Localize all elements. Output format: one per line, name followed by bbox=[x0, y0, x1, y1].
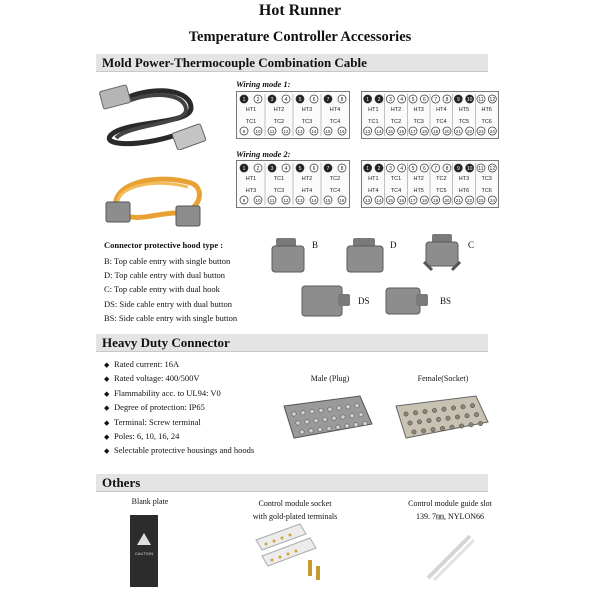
connector-pin bbox=[469, 423, 473, 427]
wiring-label-top: TC2 bbox=[329, 176, 341, 182]
wiring-label-top: HT4 bbox=[436, 107, 447, 113]
connector-pin bbox=[421, 429, 425, 433]
wiring-label-top: TC2 bbox=[436, 176, 447, 182]
wiring-label-bottom: TC6 bbox=[481, 119, 492, 125]
wiring-label-bottom: TC2 bbox=[390, 119, 402, 125]
connector-pin bbox=[440, 426, 444, 430]
connector-pin bbox=[474, 412, 478, 416]
connector-pin bbox=[446, 416, 450, 420]
pin-number-bottom: 17 bbox=[410, 129, 416, 134]
wiring-label-bottom: TC4 bbox=[436, 119, 447, 125]
pin-number-bottom: 13 bbox=[365, 129, 371, 134]
plate-caution-text: CAUTION bbox=[135, 551, 153, 556]
pin-number-top: 6 bbox=[422, 97, 426, 103]
connector-pin bbox=[337, 406, 341, 410]
wiring-mode-1-label: Wiring mode 1: bbox=[236, 79, 291, 89]
wiring-label-bottom: TC6 bbox=[481, 188, 492, 194]
pin-number-bottom: 21 bbox=[455, 198, 461, 203]
pin-number-bottom: 18 bbox=[421, 198, 427, 203]
bullet-icon: ◆ bbox=[104, 389, 110, 398]
hood-ds-label: DS bbox=[358, 296, 370, 306]
pin-number-top: 8 bbox=[445, 97, 449, 103]
pin-number-top: 5 bbox=[298, 166, 302, 172]
wiring-mode-2-label: Wiring mode 2: bbox=[236, 149, 291, 159]
hood-type-list bbox=[104, 254, 274, 325]
blank-plate-image bbox=[130, 515, 158, 587]
bullet-icon: ◆ bbox=[104, 447, 110, 456]
pin-number-bottom: 12 bbox=[283, 198, 289, 203]
pin-number-top: 4 bbox=[284, 166, 288, 172]
hood-type-item: C: Top cable entry with dual hook bbox=[104, 284, 220, 295]
connector-pin bbox=[354, 423, 358, 427]
connector-pin bbox=[459, 424, 463, 428]
wiring-label-top: HT1 bbox=[368, 176, 379, 182]
pin-number-top: 5 bbox=[411, 97, 415, 103]
pin-number-bottom: 13 bbox=[297, 198, 303, 203]
male-plug-image bbox=[276, 392, 376, 444]
wiring-label-top: HT6 bbox=[481, 107, 492, 113]
bullet-icon: ◆ bbox=[104, 433, 110, 442]
pin-number-bottom: 15 bbox=[325, 198, 331, 203]
pin-number-bottom: 11 bbox=[269, 129, 275, 134]
pin-number-top: 10 bbox=[466, 166, 473, 172]
connector-pin bbox=[436, 417, 440, 421]
connector-pin bbox=[355, 403, 359, 407]
pin-number-top: 12 bbox=[489, 97, 496, 103]
bullet-icon: ◆ bbox=[104, 361, 110, 369]
pin-number-top: 1 bbox=[366, 97, 370, 103]
hood-type-item: BS: Side cable entry with single button bbox=[104, 312, 238, 323]
connector-pin bbox=[359, 412, 363, 416]
hood-ds-image bbox=[300, 282, 352, 320]
wiring-label-bottom: HT4 bbox=[368, 188, 379, 194]
pin-number-top: 4 bbox=[284, 97, 288, 103]
spec-item: ◆ Rated voltage: 400/500V bbox=[104, 372, 304, 386]
pin-number-top: 3 bbox=[388, 97, 392, 103]
connector-pin bbox=[327, 426, 331, 430]
connector-pin bbox=[319, 408, 323, 412]
bullet-icon: ◆ bbox=[104, 418, 110, 427]
wiring-label-bottom: TC3 bbox=[413, 119, 424, 125]
pin-number-bottom: 9 bbox=[242, 129, 246, 134]
hood-type-item: DS: Side cable entry with dual button bbox=[104, 298, 232, 309]
pin-number-bottom: 13 bbox=[297, 129, 303, 134]
pin-number-top: 6 bbox=[422, 166, 426, 172]
pin-number-top: 5 bbox=[298, 97, 302, 103]
pin-number-top: 1 bbox=[242, 97, 246, 103]
pin-number-bottom: 14 bbox=[376, 198, 382, 203]
wiring1-table-a bbox=[236, 91, 350, 139]
wiring2-table-a bbox=[236, 160, 350, 208]
pin-number-top: 2 bbox=[256, 97, 260, 103]
section-band-others bbox=[96, 474, 488, 492]
pin-number-bottom: 9 bbox=[242, 198, 246, 203]
connector-pin bbox=[461, 405, 465, 409]
connector-pin bbox=[345, 424, 349, 428]
pin-number-bottom: 16 bbox=[339, 198, 345, 203]
female-socket-image bbox=[390, 392, 492, 444]
pin-number-top: 3 bbox=[270, 97, 274, 103]
warning-icon bbox=[137, 533, 151, 545]
pin-number-top: 2 bbox=[256, 166, 260, 172]
spec-item: ◆ Rated current: 16A bbox=[104, 358, 304, 372]
pin-number-top: 1 bbox=[366, 166, 370, 172]
pin-number-bottom: 11 bbox=[269, 198, 275, 203]
wiring-label-bottom: HT3 bbox=[245, 188, 257, 194]
spec-item: ◆ Selectable protective housings and hoods bbox=[104, 444, 304, 458]
wiring-label-top: HT1 bbox=[368, 107, 379, 113]
wiring-label-top: HT1 bbox=[245, 176, 257, 182]
connector-pin bbox=[450, 425, 454, 429]
page-title: Hot Runner bbox=[258, 2, 342, 19]
connector-pin bbox=[423, 409, 427, 413]
male-plug-label: Male (Plug) bbox=[310, 374, 350, 383]
hood-b-label: B bbox=[312, 240, 319, 250]
wiring-label-top: HT3 bbox=[413, 107, 424, 113]
pin-number-bottom: 24 bbox=[489, 198, 495, 203]
spec-item: ◆ Poles: 6, 10, 16, 24 bbox=[104, 430, 304, 444]
connector-pin bbox=[318, 427, 322, 431]
spec-list bbox=[104, 358, 304, 459]
connector-pin bbox=[300, 430, 304, 434]
socket-label: Control module socket with gold-plated terminals bbox=[252, 499, 338, 521]
connector-pin bbox=[413, 411, 417, 415]
bullet-icon: ◆ bbox=[104, 404, 110, 413]
section-band-heavy-duty bbox=[96, 334, 488, 352]
pin-number-bottom: 15 bbox=[387, 198, 393, 203]
spec-item: ◆ Degree of protection: IP65 bbox=[104, 401, 304, 415]
wiring-label-top: HT3 bbox=[301, 107, 313, 113]
connector-pin bbox=[455, 415, 459, 419]
wiring-label-bottom: TC3 bbox=[273, 188, 285, 194]
pin-number-bottom: 16 bbox=[339, 129, 345, 134]
connector-pin bbox=[470, 403, 474, 407]
pin-number-top: 9 bbox=[456, 166, 460, 172]
pin-number-bottom: 14 bbox=[311, 129, 317, 134]
pin-number-bottom: 16 bbox=[399, 198, 405, 203]
wiring-label-bottom: TC5 bbox=[458, 119, 470, 125]
pin-number-bottom: 20 bbox=[444, 198, 450, 203]
wiring-label-bottom: TC4 bbox=[329, 119, 341, 125]
female-socket-label: Female(Socket) bbox=[417, 374, 469, 383]
pin-number-top: 8 bbox=[340, 97, 344, 103]
hood-type-title: Connector protective hood type : bbox=[104, 240, 224, 250]
pin-number-bottom: 18 bbox=[421, 129, 427, 134]
pin-number-bottom: 15 bbox=[387, 129, 393, 134]
pin-number-bottom: 10 bbox=[255, 129, 261, 134]
wiring-label-bottom: TC5 bbox=[436, 188, 447, 194]
pin-number-top: 3 bbox=[270, 166, 274, 172]
connector-pin bbox=[363, 421, 367, 425]
wiring-label-top: HT5 bbox=[458, 107, 470, 113]
connector-pin bbox=[432, 408, 436, 412]
wiring-label-bottom: HT5 bbox=[413, 188, 424, 194]
connector-pin bbox=[427, 418, 431, 422]
pin-number-top: 6 bbox=[312, 166, 316, 172]
pin-number-bottom: 16 bbox=[399, 129, 405, 134]
section-heading-heavy-duty: Heavy Duty Connector bbox=[102, 335, 230, 350]
section-band-cable bbox=[96, 54, 488, 72]
spec-item: ◆ Flammability acc. to UL94: V0 bbox=[104, 387, 304, 401]
connector-pin bbox=[292, 412, 296, 416]
bullet-icon: ◆ bbox=[104, 375, 110, 384]
connector-pin bbox=[442, 407, 446, 411]
hood-type-item: B: Top cable entry with single button bbox=[104, 256, 231, 266]
wiring-label-bottom: TC4 bbox=[390, 188, 402, 194]
pin-number-top: 12 bbox=[489, 166, 496, 172]
wiring-label-bottom: TC2 bbox=[273, 119, 285, 125]
pin-number-top: 2 bbox=[377, 97, 381, 103]
wiring2-table-b bbox=[361, 160, 499, 208]
pin-number-bottom: 14 bbox=[376, 129, 382, 134]
pin-number-bottom: 21 bbox=[455, 129, 461, 134]
wiring-label-top: TC1 bbox=[390, 176, 402, 182]
connector-pin bbox=[408, 421, 412, 425]
connector-pin bbox=[323, 417, 327, 421]
wiring-label-top: HT2 bbox=[413, 176, 424, 182]
spec-item: ◆ Terminal: Screw terminal bbox=[104, 416, 304, 430]
connector-pin bbox=[332, 416, 336, 420]
wiring1-table-b bbox=[361, 91, 499, 139]
guide-slot-label: Control module guide slot 139. 7㎜, NYLON66 bbox=[408, 499, 492, 521]
wiring-label-top: HT2 bbox=[273, 107, 285, 113]
pin-number-bottom: 10 bbox=[255, 198, 261, 203]
pin-number-top: 5 bbox=[411, 166, 415, 172]
hood-bs-label: BS bbox=[440, 296, 452, 306]
hood-c-label: C bbox=[468, 240, 475, 250]
connector-pin bbox=[417, 420, 421, 424]
page-subtitle: Temperature Controller Accessories bbox=[188, 29, 412, 45]
wiring-label-bottom: HT4 bbox=[301, 188, 313, 194]
wiring-label-top: TC1 bbox=[273, 176, 285, 182]
pin-number-bottom: 17 bbox=[410, 198, 416, 203]
hood-bs-image bbox=[384, 284, 430, 318]
connector-pin bbox=[465, 414, 469, 418]
wiring-label-top: HT2 bbox=[301, 176, 313, 182]
connector-pin bbox=[478, 421, 482, 425]
hood-c-image bbox=[420, 232, 465, 274]
pin-number-top: 7 bbox=[434, 166, 438, 172]
section-heading-cable: Mold Power-Thermocouple Combination Cable bbox=[102, 55, 367, 70]
wiring-label-bottom: TC3 bbox=[301, 119, 313, 125]
hood-type-item: D: Top cable entry with dual button bbox=[104, 270, 226, 281]
orange-cable-image bbox=[96, 168, 211, 230]
wiring-label-bottom: HT6 bbox=[458, 188, 470, 194]
pin-number-top: 6 bbox=[312, 97, 316, 103]
pin-number-top: 11 bbox=[478, 166, 484, 172]
hood-d-image bbox=[345, 236, 387, 274]
connector-pin bbox=[431, 427, 435, 431]
pin-number-bottom: 23 bbox=[478, 129, 484, 134]
wiring-label-top: TC3 bbox=[481, 176, 492, 182]
pin-number-bottom: 22 bbox=[467, 129, 473, 134]
pin-number-top: 3 bbox=[388, 166, 392, 172]
pin-number-top: 11 bbox=[478, 97, 484, 103]
connector-pin bbox=[346, 405, 350, 409]
wiring-label-top: HT1 bbox=[245, 107, 257, 113]
pin-number-bottom: 19 bbox=[433, 198, 439, 203]
wiring-label-top: HT4 bbox=[329, 107, 341, 113]
connector-pin bbox=[296, 421, 300, 425]
pin-number-top: 7 bbox=[326, 166, 330, 172]
connector-pin bbox=[314, 418, 318, 422]
wiring-label-bottom: TC4 bbox=[329, 188, 341, 194]
hood-d-label: D bbox=[390, 240, 397, 250]
pin-number-top: 4 bbox=[400, 97, 404, 103]
connector-pin bbox=[412, 430, 416, 434]
control-module-socket-image bbox=[250, 520, 330, 585]
blank-plate-label: Blank plate bbox=[131, 497, 169, 506]
pin-number-bottom: 12 bbox=[283, 129, 289, 134]
pin-number-bottom: 14 bbox=[311, 198, 317, 203]
connector-pin bbox=[328, 407, 332, 411]
hood-b-image bbox=[270, 236, 310, 274]
pin-number-top: 10 bbox=[466, 97, 473, 103]
connector-pin bbox=[350, 414, 354, 418]
pin-number-bottom: 15 bbox=[325, 129, 331, 134]
connector-pin bbox=[301, 411, 305, 415]
wiring-label-top: HT2 bbox=[390, 107, 402, 113]
pin-number-bottom: 19 bbox=[433, 129, 439, 134]
connector-pin bbox=[451, 406, 455, 410]
wiring-label-bottom: TC1 bbox=[368, 119, 379, 125]
pin-number-top: 4 bbox=[400, 166, 404, 172]
connector-pin bbox=[341, 415, 345, 419]
guide-slot-image bbox=[420, 530, 480, 585]
wiring-label-bottom: TC1 bbox=[245, 119, 257, 125]
section-heading-others: Others bbox=[102, 475, 141, 490]
pin-number-top: 9 bbox=[456, 97, 460, 103]
pin-number-top: 1 bbox=[242, 166, 246, 172]
pin-number-top: 7 bbox=[434, 97, 438, 103]
pin-number-bottom: 23 bbox=[478, 198, 484, 203]
black-cable-image bbox=[96, 80, 211, 150]
connector-pin bbox=[309, 429, 313, 433]
pin-number-bottom: 20 bbox=[444, 129, 450, 134]
pin-number-top: 7 bbox=[326, 97, 330, 103]
pin-number-bottom: 13 bbox=[365, 198, 371, 203]
pin-number-top: 8 bbox=[340, 166, 344, 172]
wiring-label-top: HT3 bbox=[458, 176, 470, 182]
pin-number-bottom: 22 bbox=[467, 198, 473, 203]
pin-number-top: 8 bbox=[445, 166, 449, 172]
connector-pin bbox=[310, 409, 314, 413]
pin-number-bottom: 24 bbox=[489, 129, 495, 134]
pin-number-top: 2 bbox=[377, 166, 381, 172]
connector-pin bbox=[404, 412, 408, 416]
connector-pin bbox=[305, 420, 309, 424]
connector-pin bbox=[336, 425, 340, 429]
